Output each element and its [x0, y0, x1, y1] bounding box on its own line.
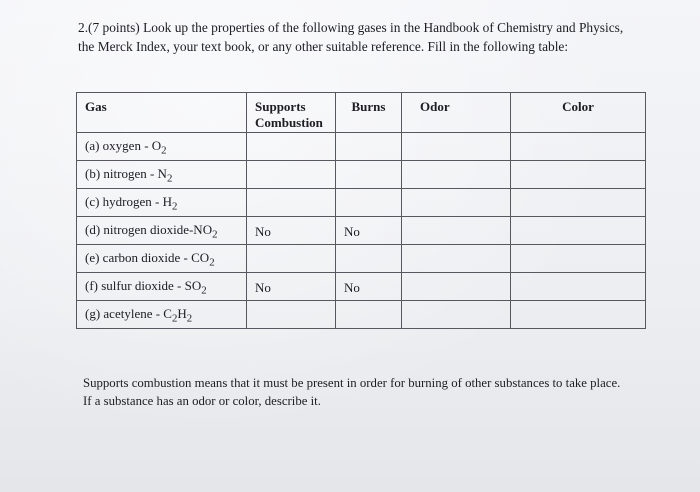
header-color: Color [511, 93, 646, 133]
odor-cell[interactable] [402, 301, 511, 329]
gas-subscript: 2 [172, 200, 178, 213]
table-row [77, 273, 646, 301]
combustion-definition: Supports combustion means that it must be present in order for burning of other substances to take place. [83, 376, 621, 390]
gas-name-cell [77, 161, 247, 189]
color-cell[interactable] [511, 133, 646, 161]
gas-subscript: 2 [161, 144, 167, 157]
burns-cell[interactable] [336, 133, 402, 161]
color-cell[interactable] [511, 217, 646, 245]
gas-name: (c) hydrogen - H [85, 194, 172, 210]
table-row [77, 133, 646, 161]
header-burns: Burns [336, 93, 402, 133]
table-header-row [77, 93, 646, 133]
color-cell[interactable] [511, 161, 646, 189]
supports-combustion-cell[interactable] [247, 161, 336, 189]
gas-name-cell [77, 133, 247, 161]
gas-subscript: 2 [201, 284, 207, 297]
burns-cell[interactable] [336, 301, 402, 329]
odor-cell[interactable] [402, 189, 511, 217]
header-supports-combustion [247, 93, 336, 133]
supports-combustion-cell[interactable]: No [247, 273, 336, 301]
table-row [77, 189, 646, 217]
header-gas: Gas [77, 93, 247, 133]
burns-cell[interactable] [336, 189, 402, 217]
table-row [77, 217, 646, 245]
gas-subscript: 2 [166, 172, 173, 185]
header-combustion-line2: Combustion [255, 115, 323, 130]
gas-subscript: 2 [212, 228, 218, 241]
gas-properties-table [76, 92, 646, 329]
gas-name: (g) acetylene - C [85, 306, 172, 322]
gas-name: (a) oxygen - O [85, 138, 162, 154]
odor-cell[interactable] [402, 245, 511, 273]
supports-combustion-cell[interactable] [247, 189, 336, 217]
gas-subscript: 2 [186, 312, 193, 325]
gas-subscript: 2 [171, 312, 178, 325]
color-cell[interactable] [511, 273, 646, 301]
instructions-footer [83, 374, 643, 410]
gas-name-cell [77, 245, 247, 273]
gas-name: (f) sulfur dioxide - SO [85, 278, 202, 294]
header-combustion-line1: Supports [255, 99, 306, 114]
gas-name-cell [77, 301, 247, 329]
burns-cell[interactable]: No [336, 273, 402, 301]
burns-cell[interactable] [336, 245, 402, 273]
table-row [77, 161, 646, 189]
color-cell[interactable] [511, 301, 646, 329]
burns-cell[interactable]: No [336, 217, 402, 245]
color-cell[interactable] [511, 245, 646, 273]
table-row [77, 301, 646, 329]
supports-combustion-cell[interactable] [247, 301, 336, 329]
burns-cell[interactable] [336, 161, 402, 189]
supports-combustion-cell[interactable] [247, 133, 336, 161]
gas-name: (e) carbon dioxide - CO [85, 250, 210, 266]
color-cell[interactable] [511, 189, 646, 217]
header-odor: Odor [402, 93, 511, 133]
gas-name-cell [77, 273, 247, 301]
table-row [77, 245, 646, 273]
gas-name: (d) nitrogen dioxide-NO [85, 222, 213, 238]
odor-cell[interactable] [402, 273, 511, 301]
supports-combustion-cell[interactable] [247, 245, 336, 273]
gas-name: (b) nitrogen - N [85, 166, 167, 182]
gas-name-cell [77, 217, 247, 245]
supports-combustion-cell[interactable]: No [247, 217, 336, 245]
question-text: 2.(7 points) Look up the properties of the following gases in the Handbook of Chemistry and Physics, the Merck Index, your text book, or any other suitable reference. Fill in the following table: [78, 20, 624, 54]
gas-name-tail: H [177, 306, 187, 322]
odor-cell[interactable] [402, 133, 511, 161]
gas-subscript: 2 [209, 256, 215, 269]
gas-name-cell [77, 189, 247, 217]
odor-color-instruction: If a substance has an odor or color, describe it. [83, 394, 321, 408]
odor-cell[interactable] [402, 161, 511, 189]
odor-cell[interactable] [402, 217, 511, 245]
